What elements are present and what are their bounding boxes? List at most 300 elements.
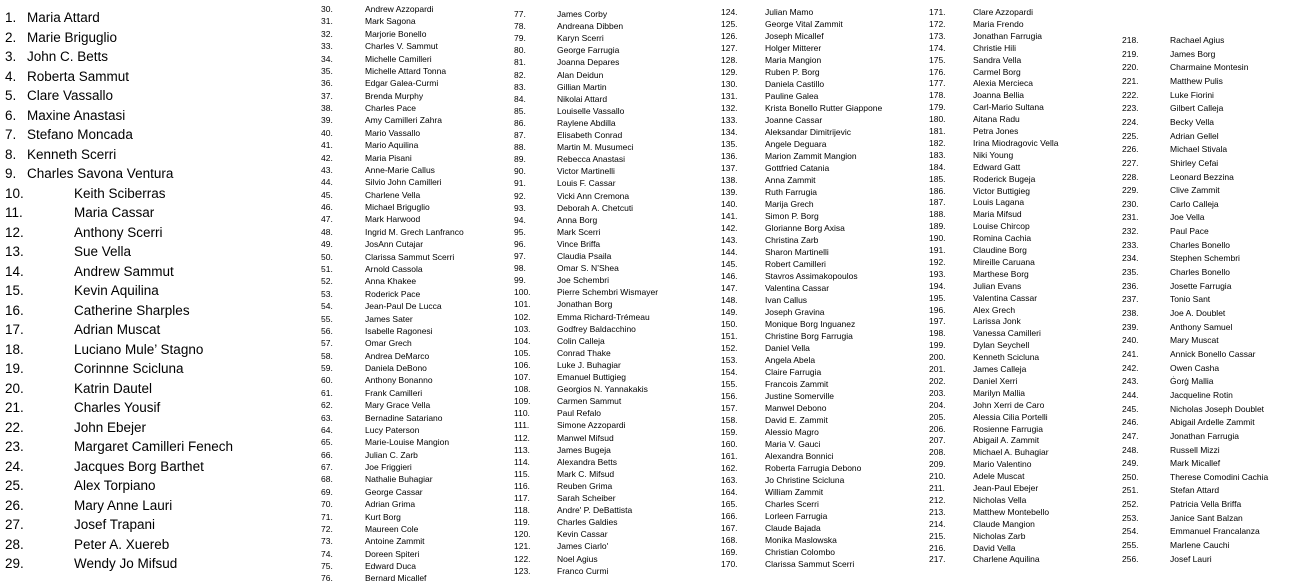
item-name: Valentina Cassar: [765, 283, 830, 293]
item-number: 26.: [5, 497, 24, 513]
item-name: Edward Duca: [365, 561, 417, 572]
item-number: 156.: [721, 391, 738, 401]
item-number: 215.: [929, 530, 946, 541]
item-number: 88.: [514, 142, 526, 153]
item-name: Glorianne Borg Axisa: [765, 223, 845, 233]
item-number: 6.: [5, 107, 17, 123]
item-name: Alex Grech: [973, 304, 1016, 315]
item-name: James Corby: [557, 9, 608, 19]
item-name: Nicholas Joseph Doublet: [1170, 403, 1265, 414]
item-number: 105.: [514, 347, 531, 358]
item-name: Edgar Galea-Curmi: [365, 78, 439, 89]
item-name: Ingrid M. Grech Lanfranco: [365, 226, 464, 237]
item-number: 198.: [929, 328, 946, 339]
item-number: 175.: [929, 54, 946, 65]
item-number: 226.: [1122, 144, 1139, 155]
item-name: John C. Betts: [27, 49, 109, 64]
item-number: 255.: [1122, 540, 1139, 551]
item-number: 238.: [1122, 308, 1139, 318]
item-number: 113.: [514, 444, 530, 455]
item-number: 222.: [1122, 89, 1139, 100]
item-name: Daniel Xerri: [973, 375, 1018, 386]
item-name: Mary Muscat: [1170, 335, 1219, 346]
item-name: Charles Galdies: [557, 517, 618, 528]
item-number: 187.: [929, 197, 946, 208]
item-number: 212.: [929, 494, 946, 505]
item-name: Matthew Montebello: [973, 506, 1050, 517]
item-number: 104.: [514, 335, 531, 346]
item-number: 8.: [5, 146, 17, 162]
item-name: Ruth Farrugia: [765, 187, 817, 197]
item-number: 67.: [321, 462, 333, 473]
item-name: Louiselle Vassallo: [557, 105, 625, 116]
item-number: 148.: [721, 295, 738, 305]
item-name: Mario Vassallo: [365, 127, 421, 138]
item-number: 83.: [514, 81, 526, 92]
item-number: 252.: [1122, 499, 1139, 510]
item-name: Russell Mizzi: [1170, 444, 1220, 455]
item-name: Dylan Seychell: [973, 340, 1030, 351]
item-name: Stavros Assimakopoulos: [765, 271, 858, 281]
item-name: Brenda Murphy: [365, 90, 424, 101]
item-number: 250.: [1122, 471, 1139, 482]
item-number: 95.: [514, 226, 526, 237]
item-number: 72.: [321, 523, 333, 534]
item-name: Maria Frendo: [973, 18, 1024, 29]
item-number: 34.: [321, 53, 333, 64]
item-name: Luciano Mule’ Stagno: [74, 341, 204, 357]
item-name: Gilbert Calleja: [1170, 103, 1224, 114]
item-name: Gillian Martin: [557, 81, 607, 92]
item-number: 139.: [721, 187, 738, 197]
item-number: 193.: [929, 268, 946, 279]
item-name: Paul Pace: [1170, 226, 1209, 237]
item-name: Charles Bonello: [1170, 267, 1231, 278]
item-name: Patricia Vella Briffa: [1170, 499, 1242, 510]
item-name: Adrian Grima: [365, 499, 416, 510]
item-number: 217.: [929, 554, 946, 565]
item-name: Lorleen Farrugia: [765, 511, 828, 521]
item-name: Peter A. Xuereb: [74, 536, 170, 552]
item-name: Emmanuel Francalanza: [1170, 526, 1260, 537]
item-name: Franco Curmi: [557, 565, 609, 576]
item-name: Joseph Micallef: [765, 31, 824, 41]
item-name: Abigail Ardelle Zammit: [1170, 417, 1255, 428]
item-number: 60.: [321, 375, 333, 386]
item-number: 84.: [514, 93, 526, 104]
item-number: 110.: [514, 408, 530, 419]
item-name: Marlene Cauchi: [1170, 540, 1230, 551]
item-number: 180.: [929, 114, 946, 125]
item-name: Charles Bonello: [1170, 239, 1231, 250]
item-number: 245.: [1122, 403, 1139, 414]
item-number: 11.: [5, 205, 23, 220]
item-number: 71.: [321, 511, 333, 522]
item-number: 80.: [514, 45, 526, 56]
item-number: 248.: [1122, 444, 1139, 455]
item-name: Anna Zammit: [765, 175, 816, 185]
item-name: Larissa Jonk: [973, 316, 1021, 327]
item-number: 149.: [721, 307, 738, 317]
item-name: Maria Mangion: [765, 55, 822, 65]
item-number: 224.: [1122, 116, 1139, 127]
item-number: 176.: [929, 66, 946, 77]
item-name: George Cassar: [365, 486, 423, 497]
item-number: 237.: [1122, 294, 1139, 305]
item-number: 201.: [929, 364, 946, 374]
item-name: Josette Farrugia: [1170, 280, 1232, 291]
item-name: Sue Vella: [74, 244, 132, 259]
item-name: Mireille Caruana: [973, 256, 1035, 267]
item-number: 14.: [5, 263, 24, 279]
item-number: 29.: [5, 556, 24, 571]
item-number: 13.: [5, 244, 24, 259]
item-number: 159.: [721, 427, 738, 437]
item-name: Charlene Vella: [365, 189, 421, 200]
item-number: 200.: [929, 352, 946, 363]
item-number: 125.: [721, 19, 738, 29]
item-name: Keith Sciberras: [74, 185, 166, 201]
item-number: 69.: [321, 486, 333, 497]
item-number: 219.: [1122, 48, 1139, 59]
item-number: 131.: [721, 91, 738, 101]
item-name: Anna Khakee: [365, 276, 417, 287]
item-name: Carmen Sammut: [557, 396, 622, 407]
item-name: John Ebejer: [74, 419, 147, 435]
item-number: 90.: [514, 166, 526, 177]
item-number: 114.: [514, 456, 530, 467]
item-number: 3.: [5, 49, 17, 64]
item-name: Claire Farrugia: [765, 367, 822, 377]
item-number: 89.: [514, 154, 526, 165]
item-number: 169.: [721, 547, 738, 557]
item-name: Michael Briguglio: [365, 202, 430, 213]
item-name: Stefano Moncada: [27, 127, 133, 142]
item-number: 28.: [5, 536, 24, 552]
item-number: 202.: [929, 375, 946, 386]
item-number: 184.: [929, 161, 946, 172]
item-name: Marion Zammit Mangion: [765, 151, 857, 161]
item-name: Manwel Debono: [765, 403, 827, 413]
item-number: 204.: [929, 399, 946, 410]
item-number: 160.: [721, 439, 738, 449]
item-number: 140.: [721, 199, 738, 209]
item-name: Ruben P. Borg: [765, 67, 820, 77]
item-name: Charles Scerri: [765, 499, 819, 509]
item-number: 21.: [5, 400, 24, 415]
item-name: Michael A. Buhagiar: [973, 447, 1049, 458]
item-number: 39.: [321, 115, 333, 126]
item-number: 188.: [929, 209, 946, 220]
item-name: Vanessa Camilleri: [973, 328, 1041, 339]
item-name: Christie Hili: [973, 42, 1016, 53]
item-number: 115.: [514, 468, 530, 479]
item-number: 210.: [929, 471, 946, 482]
item-name: Christine Borg Farrugia: [765, 331, 853, 341]
item-number: 36.: [321, 78, 333, 89]
item-name: Joanna Bellia: [973, 90, 1025, 101]
item-number: 17.: [5, 322, 24, 337]
item-name: Kurt Borg: [365, 511, 401, 522]
item-number: 134.: [721, 127, 738, 137]
item-name: Leonard Bezzina: [1170, 171, 1234, 182]
item-name: Charlene Aquilina: [973, 554, 1040, 565]
item-number: 87.: [514, 130, 526, 140]
item-number: 92.: [514, 190, 526, 201]
item-name: Annick Bonello Cassar: [1170, 348, 1256, 359]
item-name: Louis Lagana: [973, 197, 1025, 208]
item-number: 223.: [1122, 103, 1139, 114]
item-name: Rosienne Farrugia: [973, 423, 1043, 434]
item-name: Joanne Cassar: [765, 115, 823, 125]
item-number: 172.: [929, 18, 946, 29]
item-name: Louis F. Cassar: [557, 178, 616, 189]
item-name: Antoine Zammit: [365, 536, 425, 547]
item-name: Mark Scerri: [557, 226, 601, 237]
item-number: 94.: [514, 214, 526, 225]
item-name: Anthony Scerri: [74, 224, 163, 240]
item-name: Stephen Schembri: [1170, 253, 1240, 264]
item-number: 52.: [321, 276, 333, 287]
item-name: John Xerri de Caro: [973, 399, 1045, 410]
item-name: JosAnn Cutajar: [365, 239, 424, 250]
item-number: 178.: [929, 90, 946, 101]
item-number: 78.: [514, 21, 526, 32]
item-name: George Vital Zammit: [765, 19, 843, 29]
item-number: 1.: [5, 10, 17, 25]
item-number: 107.: [514, 372, 531, 382]
item-number: 191.: [929, 245, 946, 255]
item-number: 249.: [1122, 458, 1139, 469]
item-number: 16.: [5, 302, 24, 318]
item-number: 227.: [1122, 157, 1139, 168]
item-name: Vince Briffa: [557, 238, 601, 249]
item-name: Elisabeth Conrad: [557, 130, 623, 140]
item-name: Adrian Muscat: [74, 322, 161, 337]
item-name: Nathalie Buhagiar: [365, 474, 433, 485]
item-name: Marthese Borg: [973, 268, 1029, 279]
item-number: 32.: [321, 28, 333, 39]
item-number: 145.: [721, 259, 738, 269]
item-name: Joanna Depares: [557, 57, 620, 68]
item-name: Charles Savona Ventura: [27, 166, 174, 181]
item-number: 253.: [1122, 512, 1139, 523]
item-name: Pierre Schembri Wismayer: [557, 287, 659, 298]
item-number: 157.: [721, 403, 738, 413]
item-name: Anthony Samuel: [1170, 321, 1233, 332]
item-number: 38.: [321, 103, 333, 114]
item-name: Andre' P. DeBattista: [557, 505, 633, 516]
item-name: Sharon Martinelli: [765, 247, 829, 257]
item-name: Joe Schembri: [557, 275, 609, 286]
item-name: Julian Mamo: [765, 7, 814, 17]
item-name: Christian Colombo: [765, 547, 835, 557]
item-number: 179.: [929, 102, 946, 113]
item-number: 230.: [1122, 198, 1139, 209]
item-number: 51.: [321, 263, 333, 274]
item-name: Katrin Dautel: [74, 380, 153, 396]
item-name: Aleksandar Dimitrijevic: [765, 127, 851, 137]
item-number: 162.: [721, 463, 738, 473]
item-number: 243.: [1122, 376, 1139, 387]
item-name: Alessia Cilia Portelli: [973, 411, 1048, 422]
item-name: Shirley Cefai: [1170, 157, 1219, 168]
item-name: Nicholas Vella: [973, 494, 1027, 505]
item-name: Luke J. Buhagiar: [557, 359, 621, 370]
item-name: Maria Mifsud: [973, 209, 1022, 220]
item-name: David Vella: [973, 542, 1016, 553]
item-name: Joseph Gravina: [765, 307, 825, 317]
item-name: Marjorie Bonello: [365, 28, 427, 39]
item-name: Janice Sant Balzan: [1170, 512, 1243, 523]
item-name: William Zammit: [765, 487, 824, 497]
item-number: 66.: [321, 449, 333, 460]
item-number: 20.: [5, 380, 24, 396]
item-name: Charles Yousif: [74, 400, 161, 415]
item-name: Petra Jones: [973, 126, 1019, 136]
item-name: James Sater: [365, 313, 413, 324]
item-number: 185.: [929, 173, 946, 184]
item-name: Robert Camilleri: [765, 259, 826, 269]
item-number: 64.: [321, 424, 333, 435]
item-number: 99.: [514, 275, 526, 286]
item-name: Stefan Attard: [1170, 485, 1220, 496]
item-name: Maria Cassar: [74, 205, 155, 220]
item-number: 81.: [514, 57, 526, 68]
item-number: 57.: [321, 338, 333, 349]
item-name: Omar Grech: [365, 338, 412, 349]
item-name: Jo Christine Scicluna: [765, 475, 845, 485]
item-number: 236.: [1122, 280, 1139, 291]
item-name: David E. Zammit: [765, 415, 828, 425]
item-name: Jean-Paul De Lucca: [365, 301, 442, 312]
item-number: 48.: [321, 226, 333, 237]
item-number: 173.: [929, 30, 946, 41]
item-number: 132.: [721, 103, 738, 113]
item-number: 25.: [5, 478, 24, 493]
item-name: Daniela DeBono: [365, 363, 427, 374]
item-name: Andrew Sammut: [74, 263, 174, 279]
item-name: Daniel Vella: [765, 343, 810, 353]
item-name: Alexia Mercieca: [973, 78, 1033, 89]
item-name: Roderick Bugeja: [973, 173, 1036, 184]
item-name: Claudine Borg: [973, 245, 1027, 255]
item-name: Doreen Spiteri: [365, 548, 420, 559]
item-name: James Calleja: [973, 364, 1027, 374]
item-name: Rebecca Anastasi: [557, 154, 626, 165]
item-number: 150.: [721, 319, 738, 329]
item-number: 119.: [514, 517, 530, 528]
item-number: 103.: [514, 323, 531, 334]
item-name: Andrew Azzopardi: [365, 4, 434, 14]
item-name: Krista Bonello Rutter Giappone: [765, 103, 883, 113]
item-number: 247.: [1122, 430, 1139, 441]
item-name: Conrad Thake: [557, 347, 611, 358]
item-name: Carl-Mario Sultana: [973, 102, 1044, 113]
item-name: Simon P. Borg: [765, 211, 819, 221]
item-number: 18.: [5, 341, 24, 357]
item-number: 195.: [929, 292, 946, 303]
item-name: Matthew Pulis: [1170, 75, 1223, 86]
item-name: Joe A. Doublet: [1170, 308, 1226, 318]
item-name: Anthony Bonanno: [365, 375, 433, 386]
item-number: 221.: [1122, 75, 1139, 86]
item-number: 147.: [721, 283, 738, 293]
item-name: Mary Grace Vella: [365, 400, 431, 411]
item-name: James Borg: [1170, 48, 1216, 59]
item-number: 218.: [1122, 35, 1139, 45]
item-name: Pauline Galea: [765, 91, 819, 101]
item-name: Frank Camilleri: [365, 387, 423, 398]
item-number: 24.: [5, 458, 24, 474]
item-number: 116.: [514, 480, 530, 491]
item-number: 182.: [929, 137, 946, 148]
item-name: Paul Refalo: [557, 408, 601, 419]
item-number: 45.: [321, 189, 333, 200]
item-name: James Bugeja: [557, 444, 611, 455]
item-number: 47.: [321, 214, 333, 225]
item-name: Roberta Sammut: [27, 68, 130, 84]
item-name: Mark C. Mifsud: [557, 468, 615, 479]
item-number: 229.: [1122, 185, 1139, 196]
item-number: 43.: [321, 164, 333, 175]
item-number: 86.: [514, 117, 526, 128]
item-name: Roderick Pace: [365, 288, 421, 299]
item-name: Mario Aquilina: [365, 140, 419, 151]
item-number: 124.: [721, 7, 738, 17]
item-number: 7.: [5, 127, 17, 142]
item-name: Omar S. N’Shea: [557, 263, 619, 274]
item-name: Jean-Paul Ebejer: [973, 483, 1039, 493]
item-number: 106.: [514, 359, 531, 370]
item-number: 61.: [321, 387, 333, 398]
item-number: 231.: [1122, 212, 1139, 223]
item-name: Bernard Micallef: [365, 573, 427, 584]
item-name: Adele Muscat: [973, 471, 1025, 482]
item-number: 192.: [929, 256, 946, 267]
item-number: 10.: [5, 185, 24, 201]
item-number: 76.: [321, 573, 333, 584]
item-number: 158.: [721, 415, 738, 425]
item-name: Catherine Sharples: [74, 302, 190, 318]
item-number: 153.: [721, 355, 738, 365]
item-number: 75.: [321, 561, 333, 572]
item-name: Monique Borg Inguanez: [765, 319, 856, 329]
item-name: Michelle Attard Tonna: [365, 65, 447, 76]
item-name: Bernadine Satariano: [365, 412, 443, 423]
item-number: 40.: [321, 127, 333, 138]
item-name: Rachael Agius: [1170, 35, 1225, 45]
item-name: Irina Miodragovic Vella: [973, 137, 1059, 148]
item-name: Angele Deguara: [765, 139, 827, 149]
item-name: Simone Azzopardi: [557, 420, 626, 431]
item-number: 58.: [321, 350, 333, 361]
item-name: Jonathan Borg: [557, 299, 613, 310]
item-number: 102.: [514, 311, 531, 322]
item-name: Luke Fiorini: [1170, 89, 1214, 100]
item-number: 129.: [721, 67, 738, 77]
item-name: Mark Sagona: [365, 16, 416, 27]
item-name: Marilyn Mallia: [973, 387, 1025, 398]
item-number: 54.: [321, 301, 333, 312]
item-number: 133.: [721, 115, 738, 125]
item-number: 46.: [321, 202, 333, 213]
item-number: 65.: [321, 437, 333, 448]
item-number: 233.: [1122, 239, 1139, 250]
item-name: Adrian Gellel: [1170, 130, 1219, 141]
item-number: 111.: [514, 420, 530, 431]
item-number: 97.: [514, 251, 526, 261]
